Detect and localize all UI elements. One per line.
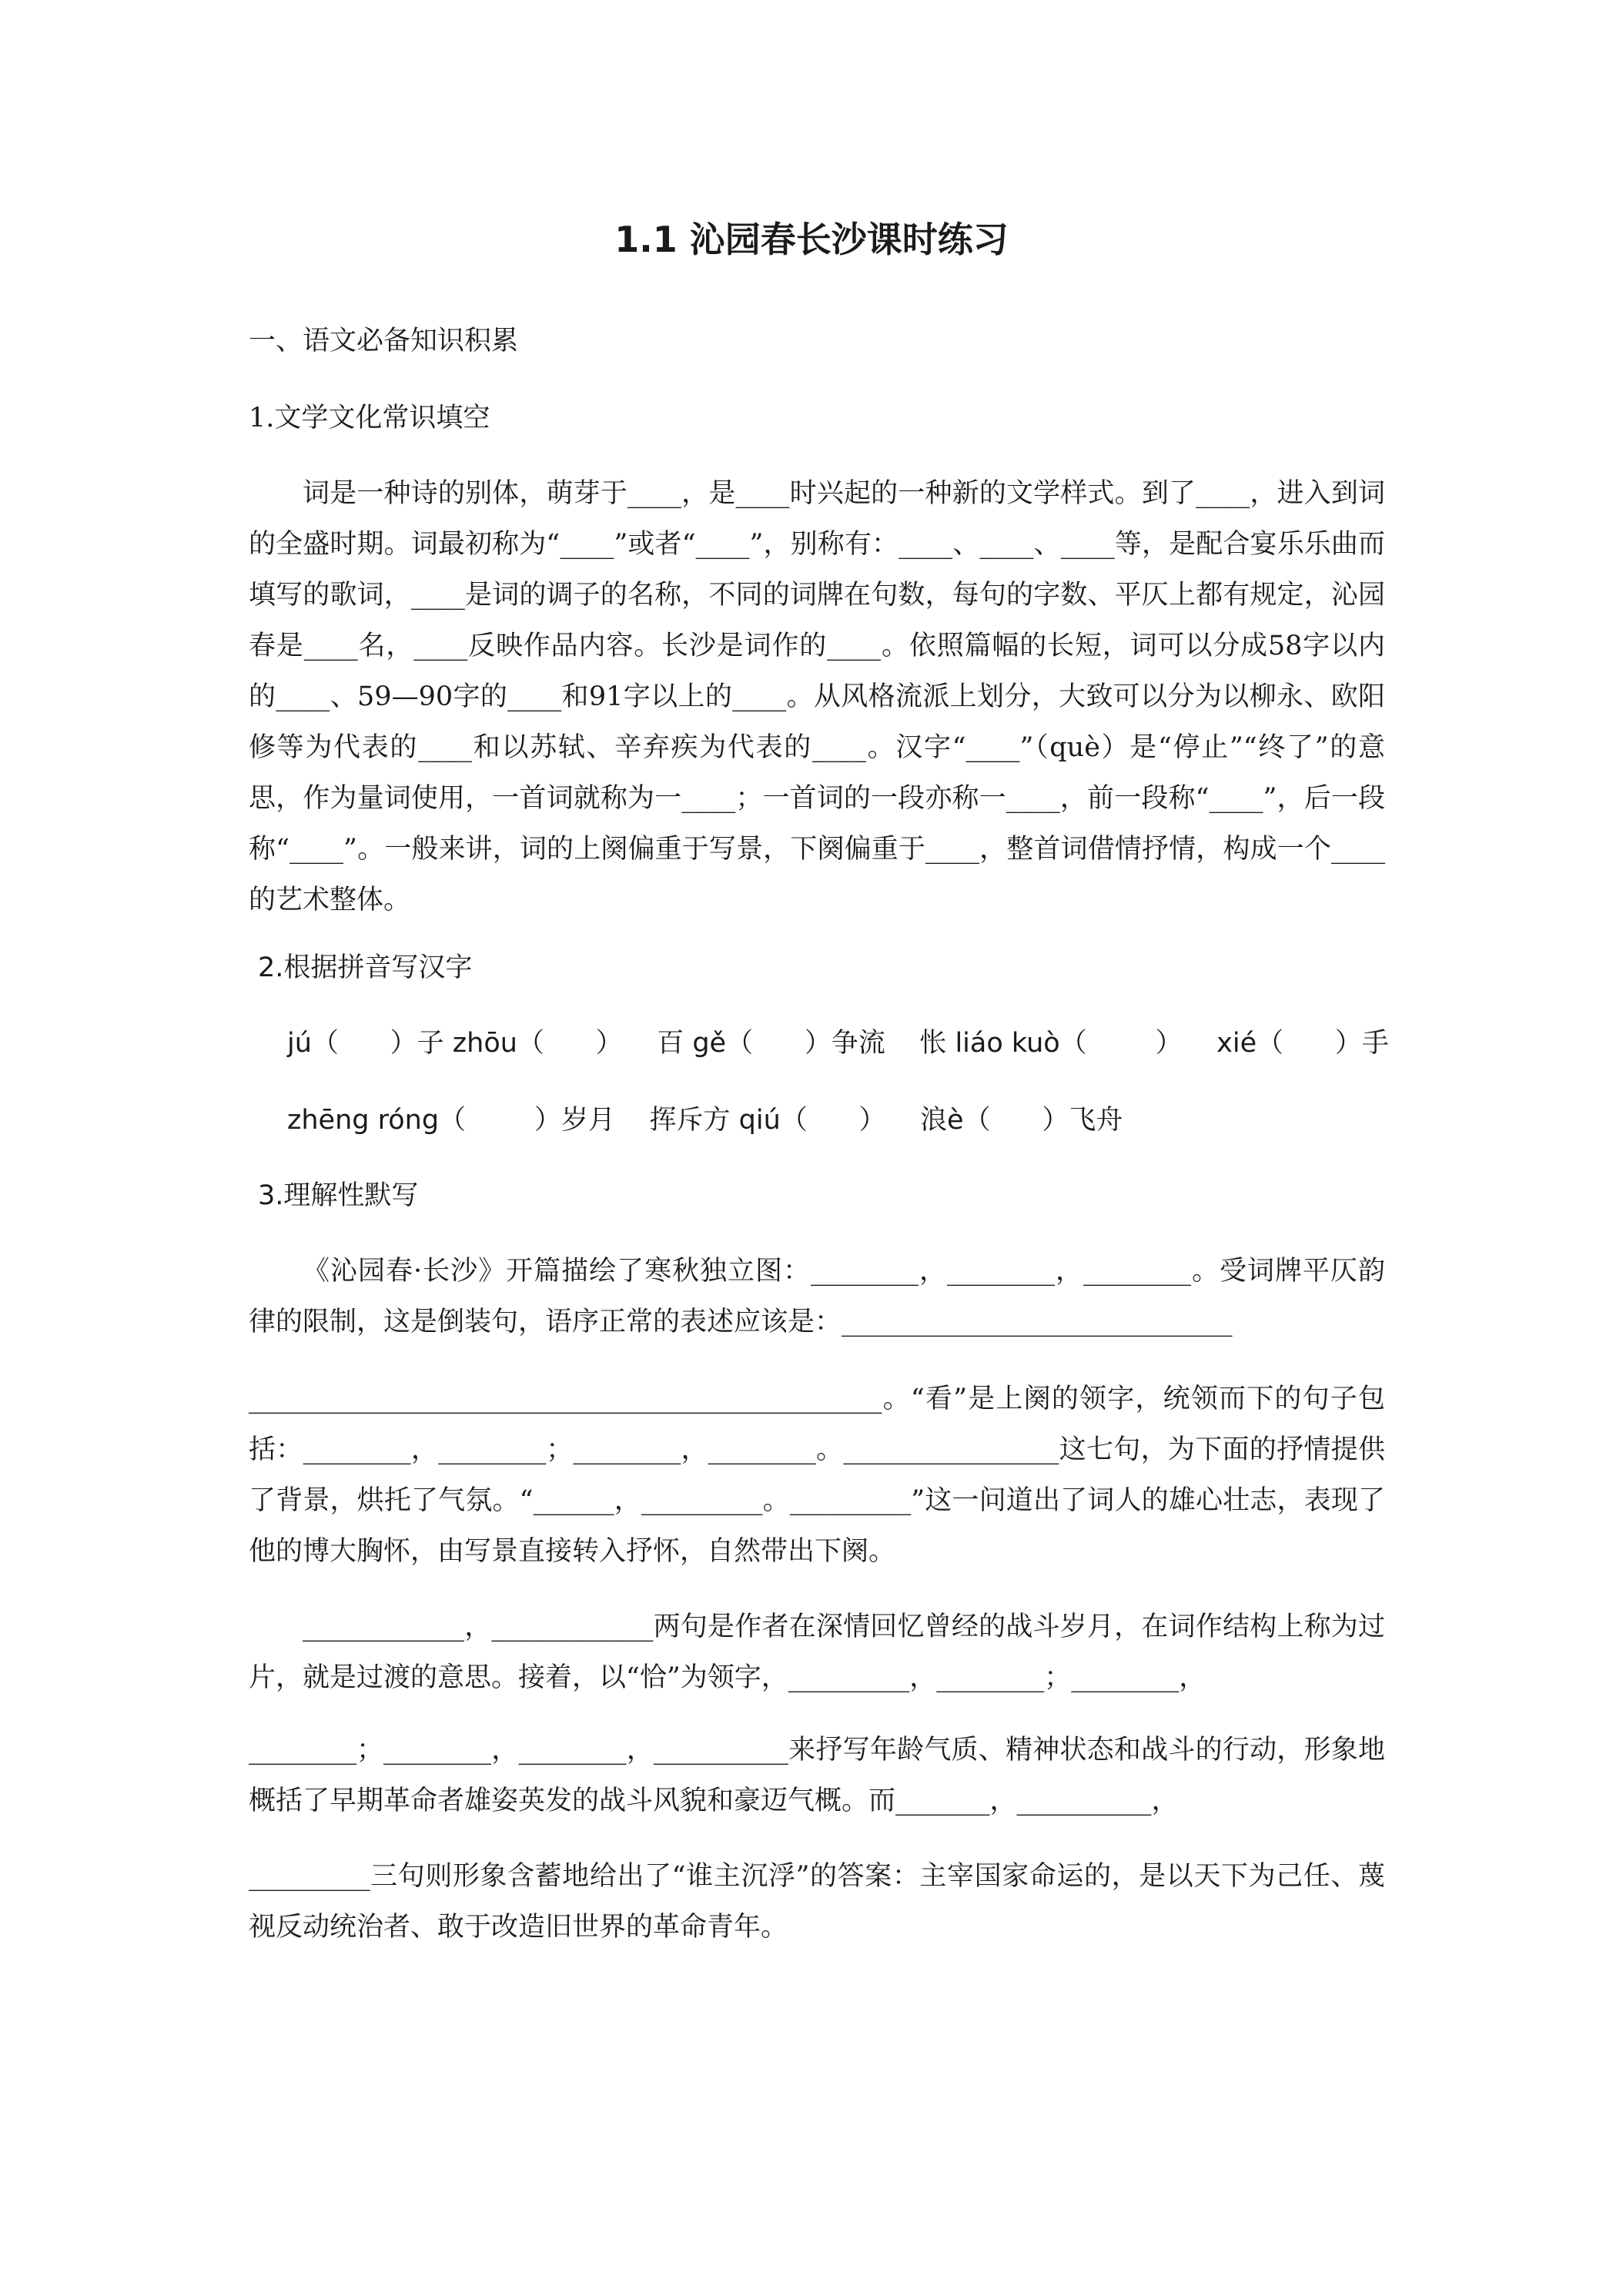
pinyin-row-2: zhēng róng（ ）岁月 挥斥方 qiú（ ） 浪è（ ）飞舟 <box>287 1105 1123 1136</box>
question-3-heading: 3.理解性默写 <box>258 1180 419 1211</box>
question-3-para-2: _______________________________________________。“看”是上阕的领字，统领而下的句子包括：________，________；________，________。________________这七句，为下面的抒情提供了背景，烘托了气氛。“______，_________。_________”这一问道出了词人的雄心壮志，表现了他的博大胸怀，由写景直接转入抒怀，自然带出下阕。 <box>249 1384 1385 1567</box>
question-1-heading: 1.文学文化常识填空 <box>249 403 490 433</box>
question-3-para-5: _________三句则形象含蓄地给出了“谁主沉浮”的答案：主宰国家命运的，是以天下为己任、蔑视反动统治者、敢于改造旧世界的革命青年。 <box>249 1861 1385 1943</box>
question-1-text: 词是一种诗的别体，萌芽于____，是____时兴起的一种新的文学样式。到了____，进入到词的全盛时期。词最初称为“____”或者“____”，别称有：____、____、____等，是配合宴乐乐曲而填写的歌词，____是词的调子的名称，不同的词牌在句数，每句的字数、平仄上都有规定，沁园春是____名，____反映作品内容。长沙是词作的____。依照篇幅的长短，词可以分成58字以内的____、59—90字的____和91字以上的____。从风格流派上划分，大致可以分为以柳永、欧阳修等为代表的____和以苏轼、辛弃疾为代表的____。汉字“____”（què）是“停止”“终了”的意思，作为量词使用，一首词就称为一____；一首词的一段亦称一____，前一段称“____”，后一段称“____”。一般来讲，词的上阕偏重于写景，下阕偏重于____，整首词借情抒情，构成一个____的艺术整体。 <box>249 478 1385 915</box>
question-2-heading: 2.根据拼音写汉字 <box>258 952 473 983</box>
question-3-para-3: ____________，____________两句是作者在深情回忆曾经的战斗岁月，在词作结构上称为过片，就是过渡的意思。接着，以“恰”为领字，_________，________；________， <box>249 1612 1385 1693</box>
pinyin-row-1: jú（ ）子 zhōu（ ） 百 gě（ ）争流 怅 liáo kuò（ ） xié（ ）手 <box>287 1028 1389 1059</box>
question-3-para-1: 《沁园春·长沙》开篇描绘了寒秋独立图：________，________，________。受词牌平仄韵律的限制，这是倒装句，语序正常的表述应该是：_____________________________ <box>249 1256 1385 1337</box>
question-3-para-4: ________；________，________，__________来抒写年龄气质、精神状态和战斗的行动，形象地概括了早期革命者雄姿英发的战斗风貌和豪迈气概。而_______，__________， <box>249 1735 1385 1816</box>
page-title: 1.1 沁园春长沙课时练习 <box>614 219 1009 260</box>
section-heading: 一、语文必备知识积累 <box>249 326 519 356</box>
